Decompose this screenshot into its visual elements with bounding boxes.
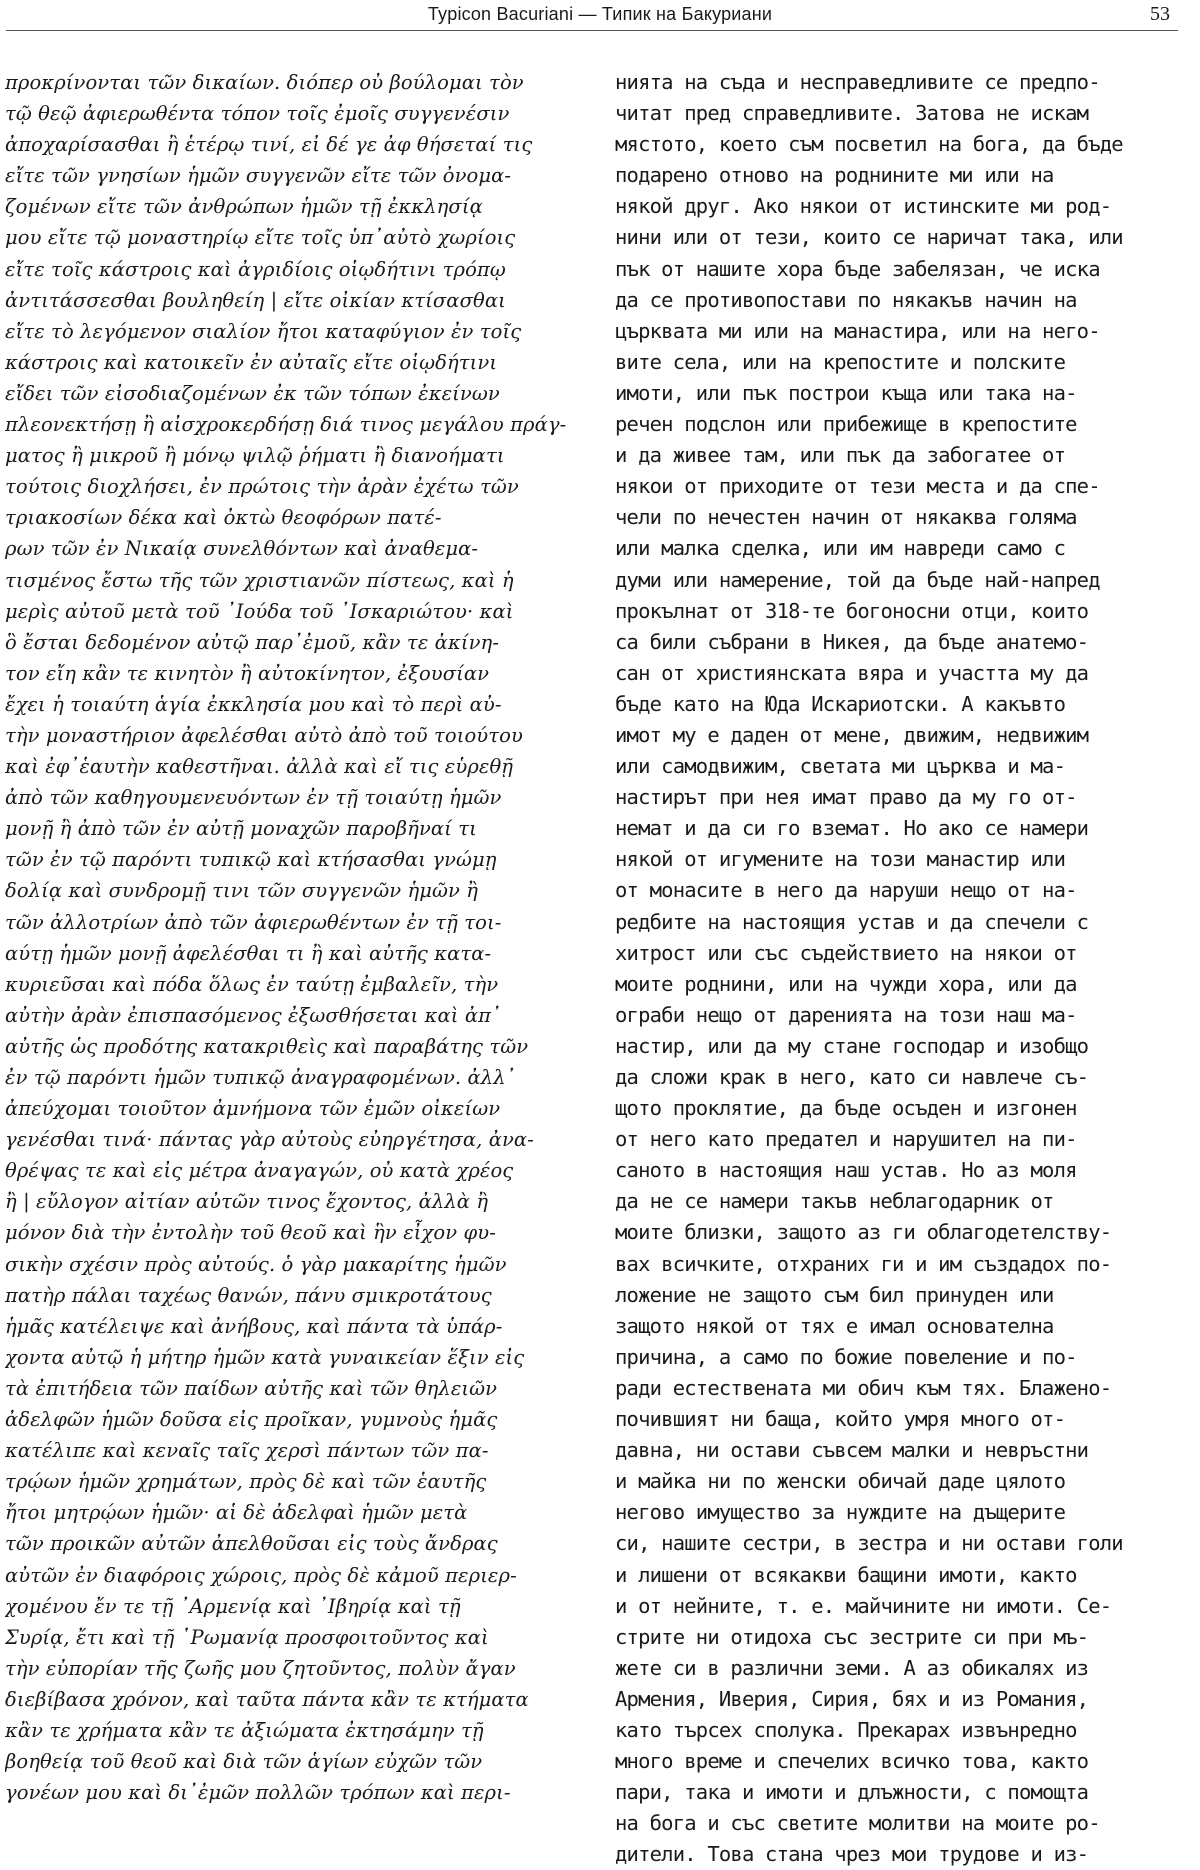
bulgarian-text-line: сан от християнската вяра и участта му да (615, 660, 1089, 685)
greek-text-line: κυριεῦσαι καὶ πόδα ὅλως ἐν ταύτῃ ἐμβαλεῖν, τὴν (5, 972, 499, 996)
greek-text-line: τῷ θεῷ ἀφιερωθέντα τόπον τοῖς ἐμοῖς συγγενέσιν (5, 102, 510, 126)
bulgarian-text-line: речен подслон или прибежище в крепостите (615, 412, 1077, 437)
greek-text-line: πλεονεκτήσῃ ἢ αἰσχροκερδήσῃ διά τινος μεγάλου πράγ- (5, 413, 567, 437)
bulgarian-text-line: или малка сделка, или им навреди само с (615, 536, 1066, 561)
bulgarian-text-line: стрите ни отидоха със зестрите си при мъ- (615, 1624, 1089, 1649)
running-title: Typicon Bacuriani — Типик на Бакуриани (427, 4, 773, 24)
bulgarian-text-line: читат пред справедливите. Затова не искам (615, 101, 1089, 126)
greek-text-line: γονέων μου καὶ δι᾽ἐμῶν πολλῶν τρόπων καὶ περι- (5, 1781, 511, 1805)
greek-text-line: ἀποχαρίσασθαι ἢ ἑτέρῳ τινί, εἰ δέ γε ἀφ θήσεταί τις (5, 133, 533, 157)
greek-text-line: κάστροις καὶ κατοικεῖν ἐν αὐταῖς εἴτε οἱῳδήτινι (5, 350, 498, 374)
greek-text-line: πατὴρ πάλαι ταχέως θανών, πάνυ σμικροτάτους (5, 1283, 492, 1307)
greek-text-line: ἀπεύχομαι τοιοῦτον ἀμνήμονα τῶν ἐμῶν οἰκείων (5, 1097, 501, 1121)
greek-text-line: αὐτὴν ἀρὰν ἐπισπασόμενος ἐξωσθήσεται καὶ ἀπ᾽ (5, 1003, 501, 1027)
bulgarian-text-line: нини или от тези, които се наричат така, или (615, 225, 1123, 250)
bulgarian-text-line: давна, ни остави съвсем малки и невръстни (615, 1438, 1089, 1463)
greek-text-line: μερὶς αὐτοῦ μετὰ τοῦ ᾿Ιούδα τοῦ ᾿Ισκαριώτου· καὶ (5, 599, 514, 623)
greek-text-line: ζομένων εἴτε τῶν ἀνθρώπων ἡμῶν τῇ ἐκκλησίᾳ (5, 195, 483, 219)
greek-text-line: εἴτε τῶν γνησίων ἡμῶν συγγενῶν εἴτε τῶν ὀνομα- (5, 164, 512, 188)
bulgarian-text-line: църквата ми или на манастира, или на него- (615, 318, 1100, 343)
bulgarian-text-line: и да живее там, или пък да забогатее от (615, 443, 1066, 468)
bulgarian-text-line: жете си в различни земи. А аз обикалях из (615, 1655, 1089, 1680)
greek-text-line: βοηθείᾳ τοῦ θεοῦ καὶ διὰ τῶν ἁγίων εὐχῶν τῶν (5, 1750, 483, 1774)
greek-text-line: τῶν ἀλλοτρίων ἀπὸ τῶν ἀφιερωθέντων ἐν τῇ τοι- (5, 910, 502, 934)
bulgarian-text-line: щото проклятие, да бъде осъден и изгонен (615, 1096, 1077, 1121)
greek-text-column (5, 67, 590, 1808)
bulgarian-text-line: и от нейните, т. е. майчините ни имоти. Се- (615, 1593, 1112, 1618)
bulgarian-text-line: са били събрани в Никея, да бъде анатемо- (615, 629, 1089, 654)
greek-text-line: τούτοις διοχλήσει, ἐν πρώτοις τὴν ἀρὰν ἐχέτω τῶν (5, 475, 519, 499)
greek-text-line: διεβίβασα χρόνον, καὶ ταῦτα πάντα κἂν τε κτήματα (5, 1687, 529, 1711)
greek-text-line: κατέλιπε καὶ κεναῖς ταῖς χερσὶ πάντων τῶν πα- (5, 1439, 489, 1463)
greek-text-line: κἂν τε χρήματα κἂν τε ἀξιώματα ἐκτησάμην τῇ (5, 1718, 484, 1742)
bulgarian-text-line: пък от нашите хора бъде забелязан, че иска (615, 256, 1100, 281)
greek-text-line: δολίᾳ καὶ συνδρομῇ τινι τῶν συγγενῶν ἡμῶν ἢ (5, 879, 479, 903)
bulgarian-text-line: защото някой от тях е имал основателна (615, 1313, 1054, 1338)
bulgarian-text-line: хитрост или със съдействието на някои от (615, 940, 1077, 965)
bulgarian-text-column (615, 67, 1193, 1870)
bulgarian-text-line: някой от игумените на този манастир или (615, 847, 1066, 872)
greek-text-line: αὐτῶν ἐν διαφόροις χώροις, πρὸς δὲ κἀμοῦ περιερ- (5, 1563, 517, 1587)
greek-text-line: ἀντιτάσσεσθαι βουληθείη | εἴτε οἰκίαν κτίσασθαι (5, 288, 506, 312)
bulgarian-text-line: редбите на настоящия устав и да спечели с (615, 909, 1089, 934)
bulgarian-text-line: моите роднини, или на чужди хора, или да (615, 971, 1077, 996)
bulgarian-text-line: подарено отново на роднините ми или на (615, 163, 1054, 188)
greek-text-line: ἔχει ἡ τοιαύτη ἁγία ἐκκλησία μου καὶ τὸ περὶ αὐ- (5, 692, 502, 716)
greek-text-line: τὴν εὐπορίαν τῆς ζωῆς μου ζητοῦντος, πολὺν ἄγαν (5, 1656, 516, 1680)
bulgarian-text-line: и майка ни по женски обичай даде цялото (615, 1469, 1066, 1494)
greek-text-line: γενέσθαι τινά· πάντας γὰρ αὐτοὺς εὐηργέτησα, ἀνα- (5, 1128, 534, 1152)
bulgarian-text-line: прокълнат от 318-те богоносни отци, които (615, 598, 1089, 623)
page-number: 53 (1150, 3, 1170, 25)
header-rule (6, 30, 1178, 31)
greek-text-line: μου εἴτε τῷ μοναστηρίῳ εἴτε τοῖς ὑπ᾽αὐτὸ χωρίοις (5, 226, 516, 250)
greek-text-line: ἀπὸ τῶν καθηγουμενευόντων ἐν τῇ τοιαύτῃ ἡμῶν (5, 786, 502, 810)
bulgarian-text-line: имоти, или пък построи къща или така на- (615, 380, 1077, 405)
greek-text-line: ἢ | εὔλογον αἰτίαν αὐτῶν τινος ἔχοντος, ἀλλὰ ἢ (5, 1190, 489, 1214)
bulgarian-text-line: някои от приходите от тези места и да спе- (615, 474, 1100, 499)
bulgarian-text-line: вах всичките, отхраних ги и им създадох по- (615, 1251, 1112, 1276)
greek-text-line: χομένου ἔν τε τῇ ᾿Αρμενίᾳ καὶ ᾿Ιβηρίᾳ καὶ τῇ (5, 1594, 461, 1618)
bulgarian-text-line: вите села, или на крепостите и полските (615, 349, 1066, 374)
bulgarian-text-line: настир, или да му стане господар и изобщо (615, 1033, 1089, 1058)
bulgarian-text-line: от него като предател и нарушител на пи- (615, 1127, 1077, 1152)
bulgarian-text-line: от монасите в него да наруши нещо от на- (615, 878, 1077, 903)
greek-text-line: αὐτῆς ὡς προδότης κατακριθεὶς καὶ παραβάτης τῶν (5, 1034, 529, 1058)
greek-text-line: ἤτοι μητρῴων ἡμῶν· αἱ δὲ ἀδελφαὶ ἡμῶν μετὰ (5, 1501, 468, 1525)
greek-text-line: εἴδει τῶν εἰσοδιαζομένων ἐκ τῶν τόπων ἐκείνων (5, 381, 500, 405)
bulgarian-text-line: думи или намерение, той да бъде най-напред (615, 567, 1100, 592)
bulgarian-text-line: мястото, което съм посветил на бога, да бъде (615, 132, 1123, 157)
bulgarian-text-line: дители. Това стана чрез мои трудове и из- (615, 1842, 1089, 1867)
greek-text-line: ἡμᾶς κατέλειψε καὶ ἀνήβους, καὶ πάντα τὰ ὑπάρ- (5, 1314, 503, 1338)
greek-text-line: αύτῃ ἡμῶν μονῇ ἀφελέσθαι τι ἢ καὶ αὐτῆς κατα- (5, 941, 492, 965)
greek-text-line: τρῴων ἡμῶν χρημάτων, πρὸς δὲ καὶ τῶν ἑαυτῆς (5, 1470, 487, 1494)
greek-text-line: τῶν προικῶν αὐτῶν ἀπελθοῦσαι εἰς τοὺς ἄνδρας (5, 1532, 498, 1556)
greek-text-line: εἴτε τοῖς κάστροις καὶ ἀγριδίοις οἱῳδήτινι τρόπῳ (5, 257, 506, 281)
bulgarian-text-line: почившият ни баща, който умря много от- (615, 1407, 1066, 1432)
bulgarian-text-line: много време и спечелих всичко това, както (615, 1749, 1089, 1774)
greek-text-line: μόνον διὰ τὴν ἐντολὴν τοῦ θεοῦ καὶ ἣν εἶχον φυ- (5, 1221, 496, 1245)
greek-text-line: τῶν ἐν τῷ παρόντι τυπικῷ καὶ κτήσασθαι γνώμῃ (5, 848, 497, 872)
greek-text-line: καὶ ἐφ᾽ἑαυτὴν καθεστῆναι. ἀλλὰ καὶ εἴ τις εὑρεθῇ (5, 755, 514, 779)
greek-text-line: τισμένος ἔστω τῆς τῶν χριστιανῶν πίστεως, καὶ ἡ (5, 568, 514, 592)
greek-text-line: τριακοσίων δέκα καὶ ὀκτὼ θεοφόρων πατέ- (5, 506, 442, 530)
greek-text-line: ἀδελφῶν ἡμῶν δοῦσα εἰς προῖκαν, γυμνοὺς ἡμᾶς (5, 1408, 498, 1432)
bulgarian-text-line: бъде като на Юда Искариотски. А какъвто (615, 691, 1066, 716)
greek-text-line: μονῇ ἢ ἀπὸ τῶν ἐν αὐτῇ μοναχῶν παροβῆναί τι (5, 817, 477, 841)
bulgarian-text-line: ограби нещо от даренията на този наш ма- (615, 1002, 1077, 1027)
greek-text-line: τὰ ἐπιτήδεια τῶν παίδων αὐτῆς καὶ τῶν θηλειῶν (5, 1376, 498, 1400)
bulgarian-text-line: да сложи крак в него, като си навлече съ- (615, 1065, 1089, 1089)
bulgarian-text-line: немат и да си го вземат. Но ако се намери (615, 816, 1089, 841)
greek-text-line: προκρίνονται τῶν δικαίων. διόπερ οὐ βούλομαι τὸν (5, 71, 524, 94)
greek-text-line: τὴν μοναστήριον ἀφελέσθαι αὐτὸ ἀπὸ τοῦ τοιούτου (5, 723, 523, 747)
greek-text-line: ὃ ἔσται δεδομένον αὐτῷ παρ᾽ἐμοῦ, κἂν τε ἀκίνη- (5, 630, 500, 654)
bulgarian-text-line: на бога и със светите молитви на моите ро- (615, 1811, 1100, 1836)
greek-text-line: εἴτε τὸ λεγόμενον σιαλίον ἤτοι καταφύγιον ἐν τοῖς (5, 319, 522, 343)
bulgarian-text-line: негово имущество за нуждите на дъщерите (615, 1500, 1066, 1525)
greek-text-line: θρέψας τε καὶ εἰς μέτρα ἀναγαγών, οὐ κατὰ χρέος (5, 1159, 514, 1183)
greek-text-line: ρων τῶν ἐν Νικαίᾳ συνελθόντων καὶ ἀναθεμα- (5, 537, 479, 561)
bulgarian-text-line: Армения, Иверия, Сирия, бях и из Романия, (615, 1686, 1089, 1711)
bulgarian-text-line: да се противопостави по някакъв начин на (615, 287, 1077, 312)
bulgarian-text-line: причина, а само по божие повеление и по- (615, 1344, 1077, 1369)
bulgarian-text-line: си, нашите сестри, в зестра и ни остави голи (615, 1531, 1123, 1556)
greek-text-line: ἐν τῷ παρόντι ἡμῶν τυπικῷ ἀναγραφομένων. ἀλλ᾽ (5, 1066, 516, 1089)
bulgarian-text-line: настирът при нея имат право да му го от- (615, 785, 1077, 810)
bulgarian-text-line: някой друг. Ако някои от истинските ми род- (615, 194, 1112, 219)
bulgarian-text-line: като търсех сполука. Прекарах извънредно (615, 1717, 1077, 1742)
greek-text-line: τον εἴη κἂν τε κινητὸν ἢ αὐτοκίνητον, ἐξουσίαν (5, 661, 490, 685)
bulgarian-text-line: нията на съда и несправедливите се предпо- (615, 70, 1100, 94)
bulgarian-text-line: и лишени от всякакви бащини имоти, както (615, 1562, 1077, 1587)
bulgarian-text-line: пари, така и имоти и длъжности, с помощта (615, 1780, 1089, 1805)
bulgarian-text-line: да не се намери такъв неблагодарник от (615, 1189, 1054, 1214)
bulgarian-text-line: ложение не защото съм бил принуден или (615, 1282, 1054, 1307)
bulgarian-text-line: чели по нечестен начин от някаква голяма (615, 505, 1077, 530)
bulgarian-text-line: ради естествената ми обич към тях. Блажено- (615, 1375, 1112, 1400)
page-header (0, 0, 1200, 40)
bulgarian-text-line: или самодвижим, светата ми църква и ма- (615, 754, 1066, 779)
greek-text-line: ματος ἢ μικροῦ ἢ μόνῳ ψιλῷ ῥήματι ἢ διανοήματι (5, 444, 505, 468)
bulgarian-text-line: саното в настоящия наш устав. Но аз моля (615, 1158, 1077, 1183)
bulgarian-text-line: имот му е даден от мене, движим, недвижим (615, 722, 1089, 747)
greek-text-line: Συρίᾳ, ἔτι καὶ τῇ ῾Ρωμανίᾳ προσφοιτοῦντος καὶ (5, 1625, 489, 1649)
bulgarian-text-line: моите близки, защото аз ги облагодетелству- (615, 1220, 1112, 1245)
greek-text-line: χοντα αὐτῷ ἡ μήτηρ ἡμῶν κατὰ γυναικείαν ἕξιν εἰς (5, 1345, 525, 1369)
greek-text-line: σικὴν σχέσιν πρὸς αὐτούς. ὁ γὰρ μακαρίτης ἡμῶν (5, 1252, 507, 1276)
